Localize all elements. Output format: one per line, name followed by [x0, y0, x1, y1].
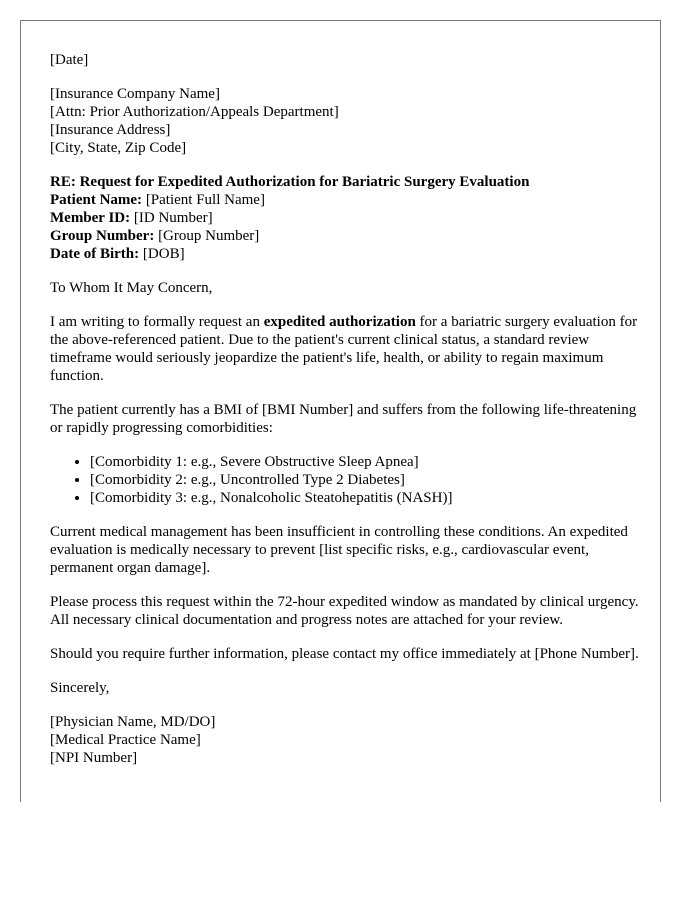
letter-page — [20, 20, 661, 802]
dob-value: [DOB] — [139, 246, 185, 262]
list-item: • [Comorbidity 3: e.g., Nonalcoholic Steatohepatitis (NASH)] — [90, 489, 642, 507]
patient-name-label: Patient Name: — [50, 192, 143, 208]
member-id-value: [ID Number] — [130, 210, 213, 226]
list-item: • [Comorbidity 1: e.g., Severe Obstructive Sleep Apnea] — [90, 453, 642, 471]
recipient-address-line: [Insurance Address] — [50, 122, 171, 138]
recipient-city-state-zip: [City, State, Zip Code] — [50, 140, 187, 156]
patient-name-row — [50, 191, 642, 209]
re-subject-text: RE: Request for Expedited Authorization for Bariatric Surgery Evaluation — [50, 174, 530, 190]
group-number-label: Group Number: — [50, 228, 155, 244]
letter-date: [Date] — [50, 52, 89, 68]
group-number-row — [50, 227, 642, 245]
paragraph-request-bold: expedited authorization — [263, 314, 416, 330]
re-subject — [50, 173, 642, 191]
list-item: • [Comorbidity 2: e.g., Uncontrolled Type 2 Diabetes] — [90, 471, 642, 489]
dob-row — [50, 245, 642, 263]
patient-name-value: [Patient Full Name] — [142, 192, 265, 208]
paragraph-request — [50, 313, 642, 385]
member-id-label: Member ID: — [50, 210, 131, 226]
recipient-address — [50, 85, 642, 157]
signature-physician: [Physician Name, MD/DO] — [50, 714, 216, 730]
letter-body — [50, 51, 642, 767]
paragraph-bmi: The patient currently has a BMI of [BMI Number] and suffers from the following life-threatening or rapidly progressing comorbidities: — [50, 402, 637, 436]
recipient-company: [Insurance Company Name] — [50, 86, 220, 102]
group-number-value: [Group Number] — [154, 228, 260, 244]
re-block — [50, 173, 642, 263]
paragraph-request-before: I am writing to formally request an — [50, 314, 264, 330]
recipient-attn: [Attn: Prior Authorization/Appeals Department] — [50, 104, 339, 120]
signature-block — [50, 713, 642, 767]
closing: Sincerely, — [50, 680, 110, 696]
paragraph-process: Please process this request within the 72-hour expedited window as mandated by clinical urgency. All necessary clinical documentation and progress notes are attached for your review. — [50, 594, 639, 628]
paragraph-contact: Should you require further information, please contact my office immediately at [Phone Number]. — [50, 646, 639, 662]
paragraph-management: Current medical management has been insufficient in controlling these conditions. An expedited evaluation is medically necessary to prevent [list specific risks, e.g., cardiovascular event, permanent organ damage]. — [50, 524, 628, 576]
member-id-row — [50, 209, 642, 227]
salutation: To Whom It May Concern, — [50, 280, 213, 296]
paragraph-request-after: for a bariatric surgery evaluation for the above-referenced patient. Due to the patient's current clinical status, a standard review timeframe would seriously jeopardize the patient's life, health, or ability to regain maximum function. — [50, 314, 638, 384]
signature-practice: [Medical Practice Name] — [50, 732, 201, 748]
dob-label: Date of Birth: — [50, 246, 140, 262]
signature-npi: [NPI Number] — [50, 750, 138, 766]
comorbidity-list — [50, 453, 642, 507]
